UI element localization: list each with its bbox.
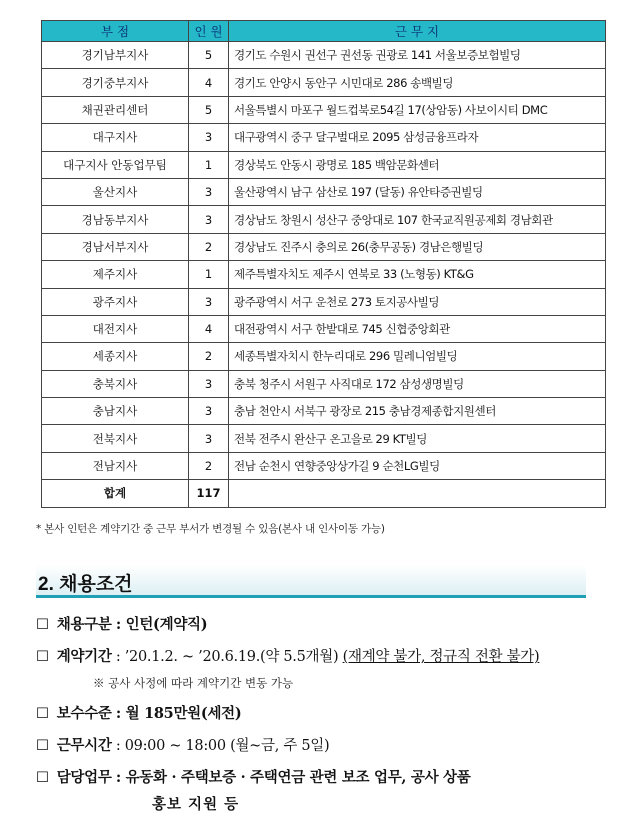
table-row — [42, 261, 606, 288]
count-cell: 2 — [189, 452, 229, 479]
location-cell: 전남 순천시 연향중앙상가길 9 순천LG빌딩 — [229, 452, 606, 479]
count-cell: 4 — [189, 69, 229, 96]
location-cell: 경기도 안양시 동안구 시민대로 286 송백빌딩 — [229, 69, 606, 96]
total-count: 117 — [189, 480, 229, 507]
total-label: 합계 — [42, 480, 189, 507]
table-row — [42, 425, 606, 452]
location-cell: 경상북도 안동시 광명로 185 백암문화센터 — [229, 151, 606, 178]
count-cell: 3 — [189, 425, 229, 452]
table-row — [42, 370, 606, 397]
branch-cell: 충북지사 — [42, 370, 189, 397]
checkbox-icon: ☐ — [36, 770, 49, 786]
branch-cell: 대구지사 안동업무팀 — [42, 151, 189, 178]
branch-cell: 경남서부지사 — [42, 233, 189, 260]
table-row — [42, 42, 606, 69]
location-cell: 광주광역시 서구 운천로 273 토지공사빌딩 — [229, 288, 606, 315]
branch-cell: 제주지사 — [42, 261, 189, 288]
table-row — [42, 69, 606, 96]
count-cell: 1 — [189, 261, 229, 288]
branch-cell: 경남동부지사 — [42, 206, 189, 233]
branch-cell: 전남지사 — [42, 452, 189, 479]
hours-value: : 09:00 ~ 18:00 (월~금, 주 5일) — [115, 738, 330, 754]
branch-cell: 전북지사 — [42, 425, 189, 452]
section-header — [36, 565, 586, 598]
condition-duty — [36, 766, 470, 787]
location-cell: 서울특별시 마포구 월드컵북로54길 17(상암동) 사보이시티 DMC — [229, 96, 606, 123]
checkbox-icon: ☐ — [36, 649, 49, 665]
period-label: 계약기간 — [56, 648, 112, 665]
table-row — [42, 124, 606, 151]
branch-cell: 충남지사 — [42, 398, 189, 425]
branch-cell: 광주지사 — [42, 288, 189, 315]
header-location: 근 무 지 — [229, 21, 606, 42]
branch-cell: 경기중부지사 — [42, 69, 189, 96]
checkbox-icon: ☐ — [36, 706, 49, 722]
condition-period — [36, 645, 539, 666]
count-cell: 3 — [189, 124, 229, 151]
total-empty-cell — [229, 480, 606, 507]
table-row — [42, 151, 606, 178]
condition-hours — [36, 734, 329, 755]
table-row — [42, 206, 606, 233]
branch-cell: 채권관리센터 — [42, 96, 189, 123]
location-cell: 경상남도 진주시 충의로 26(충무공동) 경남은행빌딩 — [229, 233, 606, 260]
location-cell: 경기도 수원시 권선구 권선동 권광로 141 서울보증보험빌딩 — [229, 42, 606, 69]
period-sub-note: ※ 공사 사정에 따라 계약기간 변동 가능 — [93, 676, 294, 690]
condition-pay — [36, 702, 241, 723]
table-row — [42, 288, 606, 315]
duty-value: : 유동화 · 주택보증 · 주택연금 관련 보조 업무, 공사 상품 — [115, 769, 471, 786]
count-cell: 2 — [189, 343, 229, 370]
count-cell: 3 — [189, 206, 229, 233]
checkbox-icon: ☐ — [36, 617, 49, 633]
duty-value-continued: 홍보 지원 등 — [152, 796, 240, 813]
count-cell: 3 — [189, 398, 229, 425]
location-cell: 전북 전주시 완산구 온고을로 29 KT빌딩 — [229, 425, 606, 452]
branch-table — [41, 20, 606, 508]
location-cell: 대전광역시 서구 한밭대로 745 신협중앙회관 — [229, 315, 606, 342]
location-cell: 충남 천안시 서북구 광장로 215 충남경제종합지원센터 — [229, 398, 606, 425]
location-cell: 대구광역시 중구 달구벌대로 2095 삼성금융프라자 — [229, 124, 606, 151]
branch-cell: 경기남부지사 — [42, 42, 189, 69]
table-row — [42, 233, 606, 260]
branch-cell: 울산지사 — [42, 178, 189, 205]
section-title: 2. 채용조건 — [38, 574, 133, 595]
count-cell: 2 — [189, 233, 229, 260]
count-cell: 1 — [189, 151, 229, 178]
table-row — [42, 178, 606, 205]
branch-cell: 세종지사 — [42, 343, 189, 370]
branch-cell: 대전지사 — [42, 315, 189, 342]
header-count: 인 원 — [189, 21, 229, 42]
location-cell: 울산광역시 남구 삼산로 197 (달동) 유안타증권빌딩 — [229, 178, 606, 205]
location-cell: 경상남도 창원시 성산구 중앙대로 107 한국교직원공제회 경남회관 — [229, 206, 606, 233]
table-row — [42, 398, 606, 425]
table-row — [42, 96, 606, 123]
intern-note: * 본사 인턴은 계약기간 중 근무 부서가 변경될 수 있음(본사 내 인사이동 가능) — [36, 523, 385, 535]
type-value: : 인턴(계약직) — [115, 616, 208, 633]
location-cell: 세종특별자치시 한누리대로 296 밀레니엄빌딩 — [229, 343, 606, 370]
table-total-row — [42, 480, 606, 507]
period-value: : ’20.1.2. ~ ’20.6.19.(약 5.5개월) — [115, 649, 339, 665]
duty-label: 담당업무 — [56, 769, 112, 786]
checkbox-icon: ☐ — [36, 738, 49, 754]
count-cell: 3 — [189, 370, 229, 397]
count-cell: 3 — [189, 288, 229, 315]
branch-cell: 대구지사 — [42, 124, 189, 151]
period-note: (재계약 불가, 정규직 전환 불가) — [342, 649, 540, 665]
location-cell: 충북 청주시 서원구 사직대로 172 삼성생명빌딩 — [229, 370, 606, 397]
count-cell: 5 — [189, 96, 229, 123]
pay-value: : 월 185만원(세전) — [115, 705, 242, 722]
location-cell: 제주특별자치도 제주시 연북로 33 (노형동) KT&G — [229, 261, 606, 288]
table-row — [42, 315, 606, 342]
table-row — [42, 452, 606, 479]
count-cell: 4 — [189, 315, 229, 342]
header-branch: 부 점 — [42, 21, 189, 42]
hours-label: 근무시간 — [56, 737, 112, 754]
table-header-row — [42, 21, 606, 42]
table-row — [42, 343, 606, 370]
condition-type — [36, 613, 207, 634]
pay-label: 보수수준 — [56, 705, 112, 722]
count-cell: 3 — [189, 178, 229, 205]
type-label: 채용구분 — [56, 616, 112, 633]
count-cell: 5 — [189, 42, 229, 69]
